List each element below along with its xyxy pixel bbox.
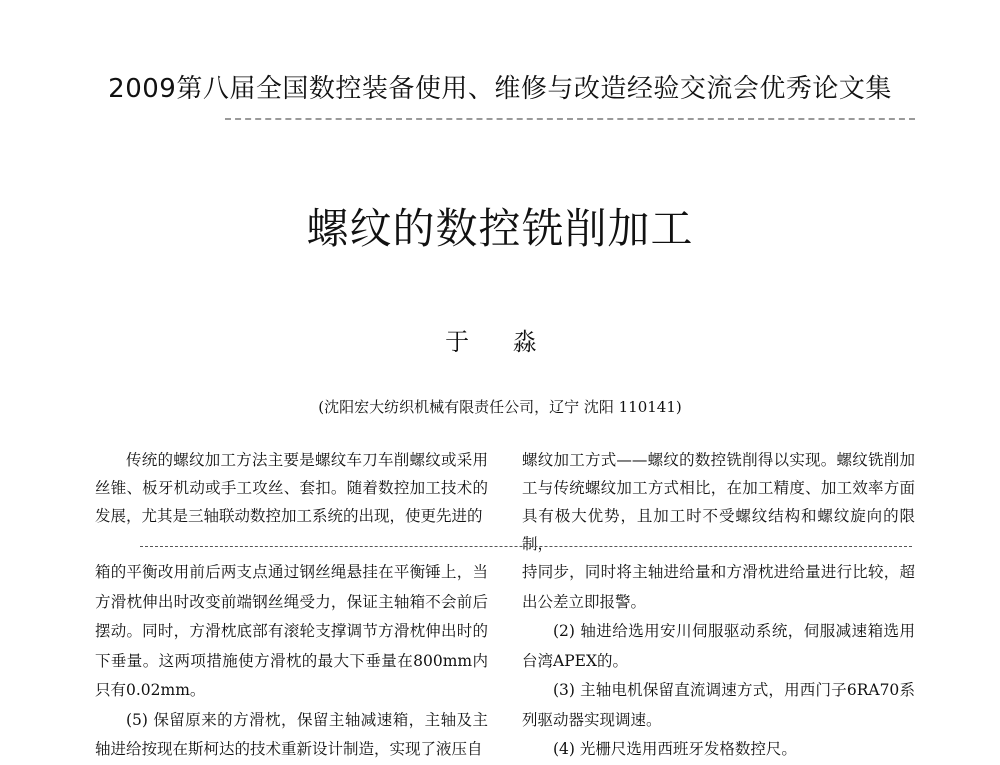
body-paragraph: 箱的平衡改用前后两支点通过钢丝绳悬挂在平衡锤上，当方滑枕伸出时改变前端钢丝绳受力，保证主轴箱不会前后摆动。同时，方滑枕底部有滚轮支撑调节方滑枕伸出时的下垂量。这两项措施使方滑枕的最大下垂量在800mm内只有0.02mm。 [95, 563, 488, 699]
body-paragraph: (2) 轴进给选用安川伺服驱动系统，伺服减速箱选用台湾APEX的。 [522, 622, 915, 670]
body-paragraph: (5) 保留原来的方滑枕，保留主轴减速箱，主轴及主轴进给按现在斯柯达的技术重新设计制造，实现了液压自 [95, 710, 488, 758]
author-affiliation: (沈阳宏大纺织机械有限责任公司，辽宁 沈阳 110141) [318, 398, 682, 416]
article-title: 螺纹的数控铣削加工 [306, 204, 694, 253]
body-paragraph: 持同步，同时将主轴进给量和方滑枕进给量进行比较，超出公差立即报警。 [522, 563, 915, 611]
intro-right-column [522, 446, 915, 558]
author-name: 于 淼 [445, 328, 555, 356]
body-right-column [522, 558, 915, 765]
header-divider [225, 118, 915, 120]
body-left-column [95, 558, 488, 765]
page-break-divider [140, 546, 912, 547]
body-paragraph: (4) 光栅尺选用西班牙发格数控尺。 [553, 740, 797, 758]
intro-paragraph-left: 传统的螺纹加工方法主要是螺纹车刀车削螺纹或采用丝锥、板牙机动或手工攻丝、套扣。随着数控加工技术的发展，尤其是三轴联动数控加工系统的出现，使更先进的 [95, 451, 488, 525]
body-paragraph: (3) 主轴电机保留直流调速方式，用西门子6RA70系列驱动器实现调速。 [522, 681, 915, 729]
proceedings-header: 2009第八届全国数控装备使用、维修与改造经验交流会优秀论文集 [108, 74, 892, 104]
intro-paragraph-right: 螺纹加工方式——螺纹的数控铣削得以实现。螺纹铣削加工与传统螺纹加工方式相比，在加工精度、加工效率方面具有极大优势，且加工时不受螺纹结构和螺纹旋向的限制， [522, 451, 915, 553]
intro-left-column [95, 446, 488, 530]
